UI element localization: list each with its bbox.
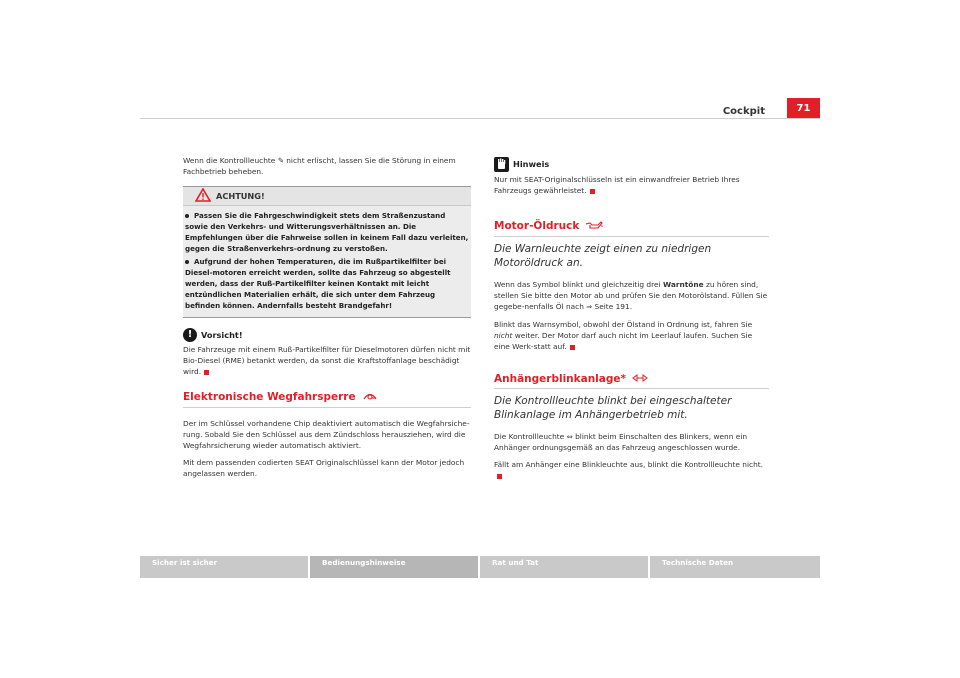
page-header-title: Cockpit — [722, 106, 765, 117]
text-segment: weiter. Der Motor darf auch nicht im Leerlauf laufen. Suchen Sie eine Werk-statt auf. — [494, 331, 753, 351]
end-marker-icon — [204, 370, 209, 375]
footer-tab-technik[interactable]: Technische Daten — [650, 556, 820, 578]
header-rule — [140, 118, 820, 119]
text-segment: Fällt am Anhänger eine Blinkleuchte aus, blinkt die Kontrollleuchte nicht. — [494, 460, 763, 469]
warning-item-text: Passen Sie die Fahrgeschwindigkeit stets dem Straßenzustand sowie den Verkehrs- und Witterungsverhältnissen an. Die Empfehlungen über die Fahrweise sollen in keinem Fall dazu verleiten, gegen die Straßenverkehrs-ordnung zu verstoßen. — [185, 211, 469, 253]
warning-item-text: Aufgrund der hohen Temperaturen, die im Rußpartikelfilter bei Diesel-motoren erreicht werden, sollte das Fahrzeug so abgestellt werden, dass der Ruß-Partikelfilter keinen Kontakt mit leicht entzündlichen Materialien erhält, die sich unter dem Fahrzeug befinden können. Andernfalls besteht Brandgefahr! — [185, 257, 451, 310]
caution-text-content: Die Fahrzeuge mit einem Ruß-Partikelfilter für Dieselmotoren dürfen nicht mit Bio-Diesel (RME) betankt werden, da sonst die Kraftstoffanlage beschädigt wird. — [183, 345, 471, 376]
trailer-paragraph-2 — [494, 459, 769, 481]
caution-header — [183, 328, 471, 342]
arrow-right-icon: ⇒ — [586, 303, 593, 311]
end-marker-icon — [590, 189, 595, 194]
left-column — [183, 155, 471, 485]
keyword-warntoene: Warntöne — [662, 280, 704, 289]
warning-triangle-icon — [195, 188, 211, 205]
exclamation-circle-icon: ! — [183, 328, 197, 342]
immobilizer-paragraph-1: Der im Schlüssel vorhandene Chip deaktiviert automatisch die Wegfahrsiche-rung. Sobald Sie den Schlüssel aus dem Zündschloss herausziehen, wird die Wegfahrsicherung wieder automatisch aktiviert. — [183, 419, 470, 450]
caution-text — [183, 344, 471, 377]
bullet-icon — [185, 260, 189, 264]
warning-label: ACHTUNG! — [216, 190, 265, 201]
oil-subtitle: Die Warnleuchte zeigt einen zu niedrigen Motoröldruck an. — [494, 243, 712, 269]
oil-paragraph-2 — [494, 319, 769, 352]
end-marker-icon — [570, 345, 575, 350]
footer-tab-bedienung[interactable]: Bedienungshinweise — [310, 556, 478, 578]
note-header — [494, 157, 769, 172]
note-text — [494, 174, 769, 196]
section-title-text: Elektronische Wegfahrsperre — [183, 391, 356, 403]
section-title-oil-pressure — [494, 220, 769, 237]
bullet-icon — [185, 214, 189, 218]
footer-tab-sicher[interactable]: Sicher ist sicher — [140, 556, 308, 578]
trailer-subtitle: Die Kontrollleuchte blinkt bei eingeschalteter Blinkanlage im Anhängerbetrieb mit. — [494, 395, 732, 421]
oil-can-icon — [585, 220, 603, 233]
note-text-content: Nur mit SEAT-Originalschlüsseln ist ein einwandfreier Betrieb Ihres Fahrzeugs gewährleistet. — [494, 175, 740, 195]
section-title-immobilizer — [183, 391, 471, 408]
warning-box — [183, 186, 471, 318]
warning-body — [183, 206, 471, 317]
text-segment: zu hören sind, stellen Sie bitte den Motor ab und prüfen Sie den Motorölstand. Füllen Sie gegebe-nenfalls Öl nach — [494, 280, 768, 311]
warning-item — [185, 256, 469, 311]
section-title-text: Anhängerblinkanlage* — [494, 373, 626, 385]
warning-item — [185, 210, 469, 254]
key-icon — [362, 391, 378, 404]
page-number-badge: 71 — [787, 98, 820, 118]
text-segment: Wenn das Symbol blinkt und gleichzeitig drei — [494, 280, 661, 289]
footer-tab-rat[interactable]: Rat und Tat — [480, 556, 648, 578]
note-hand-icon — [494, 157, 509, 172]
section-title-trailer — [494, 374, 769, 389]
note-label: Hinweis — [513, 159, 550, 169]
oil-paragraph-1 — [494, 279, 769, 313]
page-reference-link[interactable]: Seite 191. — [594, 302, 633, 311]
emphasis-nicht: nicht — [494, 331, 513, 340]
section-title-text: Motor-Öldruck — [494, 220, 580, 232]
trailer-turn-signal-icon — [632, 374, 648, 385]
text-segment: Blinkt das Warnsymbol, obwohl der Ölstand in Ordnung ist, fahren Sie — [494, 320, 753, 329]
intro-paragraph: Wenn die Kontrollleuchte ✎ nicht erlischt, lassen Sie die Störung in einem Fachbetrieb beheben. — [183, 156, 456, 176]
end-marker-icon — [497, 474, 502, 479]
immobilizer-paragraph-2: Mit dem passenden codierten SEAT Originalschlüssel kann der Motor jedoch angelassen werden. — [183, 458, 465, 478]
warning-header — [183, 187, 471, 206]
trailer-paragraph-1: Die Kontrollleuchte ⇔ blinkt beim Einschalten des Blinkers, wenn ein Anhänger ordnungsgemäß an das Fahrzeug angeschlossen wurde. — [494, 432, 748, 452]
right-column — [494, 155, 769, 487]
caution-label: Vorsicht! — [201, 329, 243, 340]
